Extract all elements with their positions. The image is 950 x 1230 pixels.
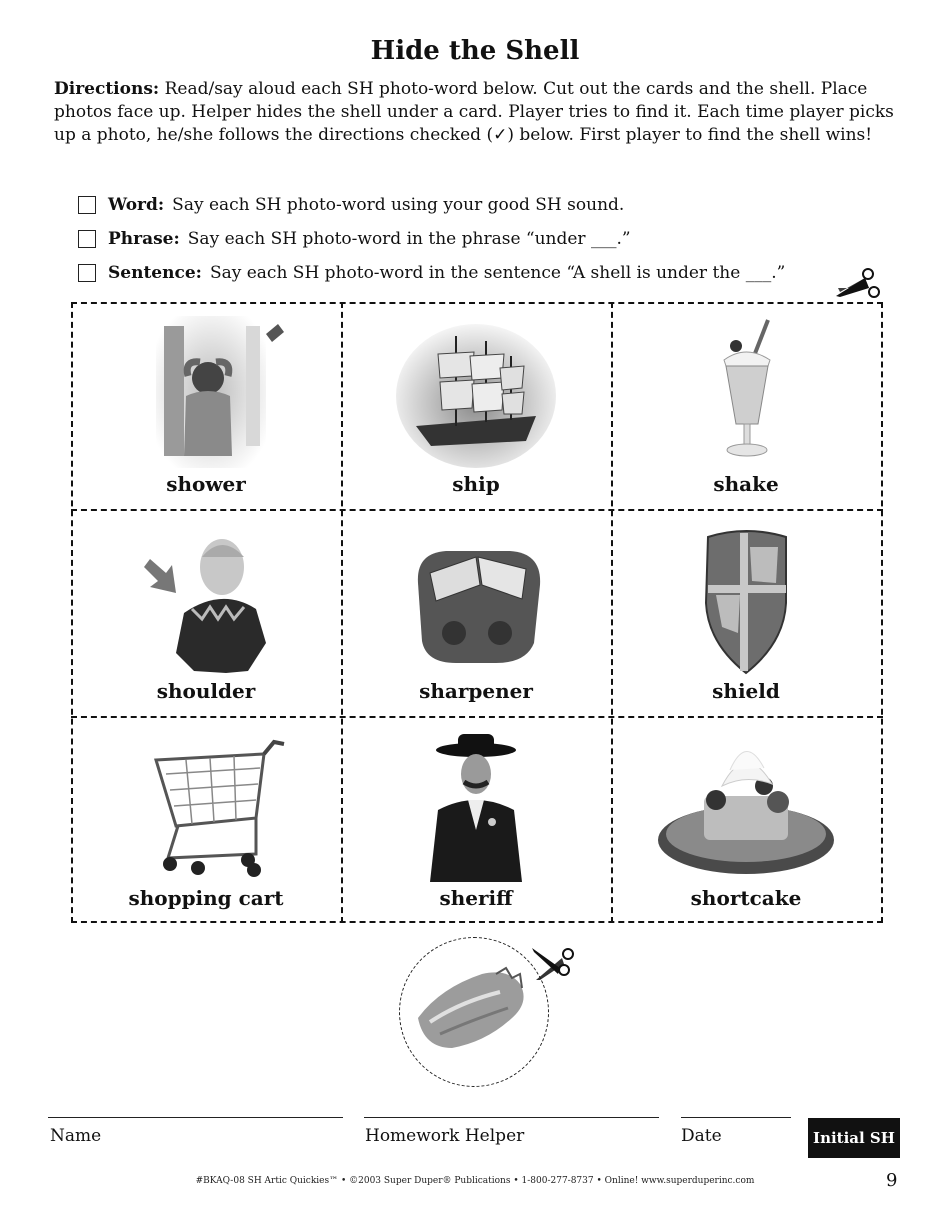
shield-photo-icon	[646, 523, 846, 675]
option-sentence-text: Say each SH photo-word in the sentence “A shell is under the ___.”	[209, 263, 786, 283]
name-line[interactable]	[48, 1117, 343, 1118]
directions-label: Directions:	[54, 79, 160, 99]
card-shake[interactable]	[611, 302, 881, 509]
option-phrase-label: Phrase:	[108, 229, 180, 249]
directions-text-b: ) below. First player to find the shell wins!	[507, 125, 873, 145]
shower-photo-icon	[106, 316, 306, 468]
card-sheriff[interactable]	[341, 716, 611, 923]
shoulder-photo-icon	[106, 523, 306, 675]
check-mark-glyph: ✓	[493, 125, 508, 145]
page-number: 9	[886, 1170, 898, 1191]
sentence-checkbox[interactable]	[78, 264, 96, 282]
shell-cutout[interactable]	[399, 937, 549, 1087]
directions	[54, 78, 899, 147]
date-label: Date	[681, 1126, 722, 1146]
card-shower[interactable]	[71, 302, 341, 509]
option-sentence-label: Sentence:	[108, 263, 202, 283]
card-word: sheriff	[439, 886, 513, 910]
card-shoulder[interactable]	[71, 509, 341, 716]
card-word: shoulder	[156, 679, 256, 703]
option-word[interactable]	[78, 194, 624, 216]
card-word: shake	[713, 472, 779, 496]
ship-photo-icon	[376, 316, 576, 468]
shortcake-photo-icon	[646, 730, 846, 882]
option-phrase-text: Say each SH photo-word in the phrase “under ___.”	[187, 229, 631, 249]
initial-sh-badge: Initial SH	[808, 1118, 900, 1158]
option-sentence[interactable]	[78, 262, 785, 284]
card-shopping-cart[interactable]	[71, 716, 341, 923]
card-word: shield	[712, 679, 780, 703]
card-shortcake[interactable]	[611, 716, 881, 923]
sharpener-photo-icon	[376, 523, 576, 675]
helper-label: Homework Helper	[365, 1126, 525, 1146]
name-label: Name	[50, 1126, 102, 1146]
scissors-icon	[832, 266, 882, 306]
card-shield[interactable]	[611, 509, 881, 716]
helper-line[interactable]	[364, 1117, 659, 1118]
footer-credits: #BKAQ-08 SH Artic Quickies™ • ©2003 Super Duper® Publications • 1-800-277-8737 • Online! www.superduperinc.com	[195, 1176, 755, 1186]
word-checkbox[interactable]	[78, 196, 96, 214]
date-line[interactable]	[681, 1117, 791, 1118]
card-word: shopping cart	[128, 886, 284, 910]
option-phrase[interactable]	[78, 228, 631, 250]
directions-text-a: Read/say aloud each SH photo-word below. Cut out the cards and the shell. Place photos face up. Helper hides the shell under a card. Player tries to find it. Each time player picks up a photo, he/she follows the directions checked (	[54, 79, 894, 145]
page-title: Hide the Shell	[370, 36, 580, 66]
shopping-cart-photo-icon	[106, 730, 306, 882]
option-word-text: Say each SH photo-word using your good SH sound.	[172, 195, 625, 215]
card-sharpener[interactable]	[341, 509, 611, 716]
card-word: shortcake	[690, 886, 802, 910]
card-word: ship	[452, 472, 500, 496]
phrase-checkbox[interactable]	[78, 230, 96, 248]
option-word-label: Word:	[108, 195, 165, 215]
card-ship[interactable]	[341, 302, 611, 509]
card-word: sharpener	[419, 679, 533, 703]
shell-scissors-icon	[528, 944, 576, 984]
milkshake-photo-icon	[646, 316, 846, 468]
card-word: shower	[166, 472, 246, 496]
sheriff-photo-icon	[376, 730, 576, 882]
